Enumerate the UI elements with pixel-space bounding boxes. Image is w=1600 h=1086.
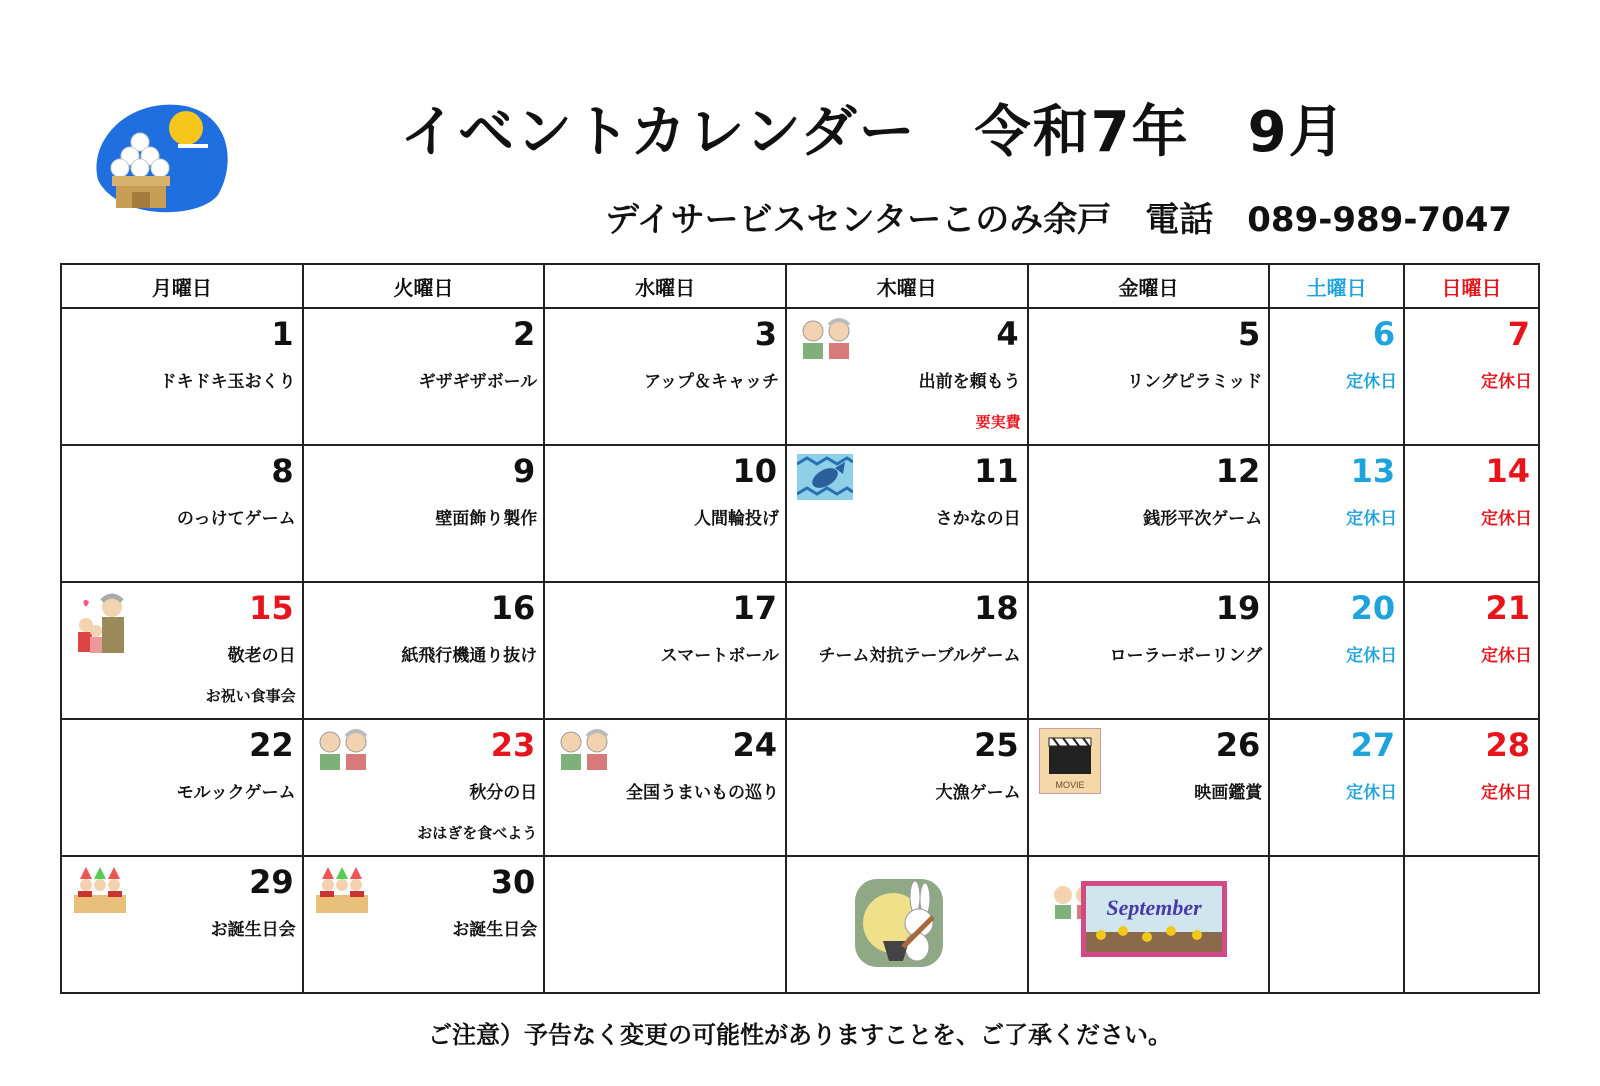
day-cell (1269, 719, 1404, 856)
day-cell (303, 719, 545, 856)
day-cell (544, 582, 786, 719)
event-label: ドキドキ玉おくり (159, 372, 296, 392)
day-cell (1404, 582, 1539, 719)
elderly-couple-icon (555, 728, 615, 776)
event-label: お誕生日会 (452, 920, 538, 940)
day-number: 17 (732, 589, 777, 627)
day-cell (1404, 308, 1539, 445)
event-label: 定休日 (1346, 372, 1398, 392)
day-cell (1404, 445, 1539, 582)
event-label: 全国うまいもの巡り (625, 783, 779, 803)
day-number: 20 (1350, 589, 1396, 627)
day-number: 15 (249, 589, 294, 627)
day-cell (61, 856, 303, 993)
day-cell (786, 582, 1028, 719)
center-contact: デイサービスセンターこのみ余戸 電話 089-989-7047 (605, 200, 1513, 240)
event-label: ローラーボーリング (1109, 646, 1263, 666)
day-cell (61, 582, 303, 719)
day-number: 5 (1238, 315, 1261, 353)
day-cell (1269, 582, 1404, 719)
event-label: 銭形平次ゲーム (1143, 509, 1263, 529)
day-cell (1269, 445, 1404, 582)
weekday-header-row (61, 264, 1539, 308)
september-label: September (1105, 895, 1202, 920)
day-cell (61, 719, 303, 856)
day-number: 23 (490, 726, 536, 764)
day-number: 9 (513, 452, 536, 490)
day-cell (786, 719, 1028, 856)
event-label: ギザギザボール (418, 372, 538, 392)
calendar-week-row (61, 582, 1539, 719)
day-cell (61, 445, 303, 582)
day-cell (1269, 308, 1404, 445)
day-number: 3 (754, 315, 777, 353)
event-label: スマートボール (660, 646, 779, 666)
day-cell (303, 856, 545, 993)
day-number: 14 (1485, 452, 1530, 490)
day-cell (303, 445, 545, 582)
day-cell (786, 445, 1028, 582)
day-cell (61, 308, 303, 445)
day-number: 12 (1215, 452, 1261, 490)
day-number: 19 (1215, 589, 1261, 627)
event-label: のっけてゲーム (176, 509, 296, 529)
day-number: 24 (732, 726, 777, 764)
event-label: 大漁ゲーム (935, 783, 1021, 803)
event-label: 映画鑑賞 (1194, 783, 1263, 803)
day-number: 25 (974, 726, 1019, 764)
weekday-header-6: 土曜日 (1269, 264, 1404, 308)
day-cell (1028, 856, 1270, 993)
day-number: 29 (249, 863, 294, 901)
event-label: 定休日 (1346, 509, 1398, 529)
grandma-kids-icon (72, 591, 134, 665)
event-calendar (60, 263, 1540, 994)
day-cell (544, 856, 786, 993)
event-label: リングピラミッド (1126, 372, 1263, 392)
footer-note: ご注意）予告なく変更の可能性がありますことを、ご了承ください。 (428, 1021, 1172, 1049)
event-label: 出前を頼もう (918, 372, 1021, 392)
moon-viewing-illustration (88, 100, 233, 220)
weekday-header-3: 水曜日 (544, 264, 786, 308)
event-label: 定休日 (1481, 509, 1532, 529)
day-cell (786, 856, 1028, 993)
event-label: お誕生日会 (210, 920, 296, 940)
event-label: チーム対抗テーブルゲーム (818, 646, 1021, 666)
calendar-week-row (61, 719, 1539, 856)
day-number: 18 (974, 589, 1019, 627)
movie-label: MOVIE (1055, 780, 1085, 790)
weekday-header-7: 日曜日 (1404, 264, 1539, 308)
day-number: 8 (271, 452, 294, 490)
event-label: 人間輪投げ (693, 509, 779, 529)
day-cell (303, 308, 545, 445)
calendar-week-row (61, 445, 1539, 582)
event-label: さかなの日 (935, 509, 1021, 529)
event-label: 紙飛行機通り抜け (401, 646, 538, 666)
september-banner (1051, 877, 1229, 963)
day-cell (303, 582, 545, 719)
elderly-couple-icon (314, 728, 374, 776)
day-number: 2 (513, 315, 536, 353)
day-cell (544, 308, 786, 445)
day-number: 7 (1507, 315, 1530, 353)
moon-rabbit-illustration (853, 877, 945, 973)
calendar-week-row (61, 856, 1539, 993)
event-label: 定休日 (1481, 372, 1532, 392)
day-cell (1404, 856, 1539, 993)
event-note: 要実費 (975, 413, 1021, 431)
day-cell (1028, 719, 1270, 856)
day-number: 22 (249, 726, 294, 764)
event-label: 定休日 (1481, 783, 1532, 803)
day-number: 10 (732, 452, 777, 490)
event-label: アップ＆キャッチ (644, 372, 779, 392)
event-note: お祝い食事会 (205, 687, 296, 705)
day-number: 1 (271, 315, 294, 353)
event-label: 定休日 (1346, 783, 1398, 803)
day-number: 30 (490, 863, 536, 901)
weekday-header-1: 月曜日 (61, 264, 303, 308)
event-label: 壁面飾り製作 (435, 509, 538, 529)
weekday-header-4: 木曜日 (786, 264, 1028, 308)
day-cell (1269, 856, 1404, 993)
day-cell (1028, 582, 1270, 719)
birthday-party-icon (72, 865, 128, 919)
day-number: 11 (974, 452, 1019, 490)
event-label: 秋分の日 (469, 783, 538, 803)
day-cell (1028, 445, 1270, 582)
day-number: 16 (490, 589, 536, 627)
movie-clapper-icon (1039, 728, 1101, 798)
weekday-header-5: 金曜日 (1028, 264, 1270, 308)
day-number: 4 (996, 315, 1019, 353)
day-number: 26 (1215, 726, 1261, 764)
day-cell (1028, 308, 1270, 445)
event-label: 敬老の日 (227, 646, 296, 666)
elderly-couple-icon (797, 317, 857, 365)
page-title: イベントカレンダー 令和7年 9月 (400, 100, 1347, 165)
day-number: 13 (1350, 452, 1396, 490)
event-label: モルックゲーム (176, 783, 296, 803)
event-label: 定休日 (1481, 646, 1532, 666)
weekday-header-2: 火曜日 (303, 264, 545, 308)
calendar-week-row (61, 308, 1539, 445)
day-cell (544, 719, 786, 856)
day-cell (1404, 719, 1539, 856)
day-cell (544, 445, 786, 582)
day-number: 6 (1372, 315, 1396, 353)
day-cell (786, 308, 1028, 445)
day-number: 28 (1485, 726, 1530, 764)
birthday-party-icon (314, 865, 370, 919)
event-note: おはぎを食べよう (417, 824, 538, 842)
day-number: 27 (1350, 726, 1396, 764)
day-number: 21 (1485, 589, 1530, 627)
event-label: 定休日 (1346, 646, 1398, 666)
fish-icon (797, 454, 853, 504)
